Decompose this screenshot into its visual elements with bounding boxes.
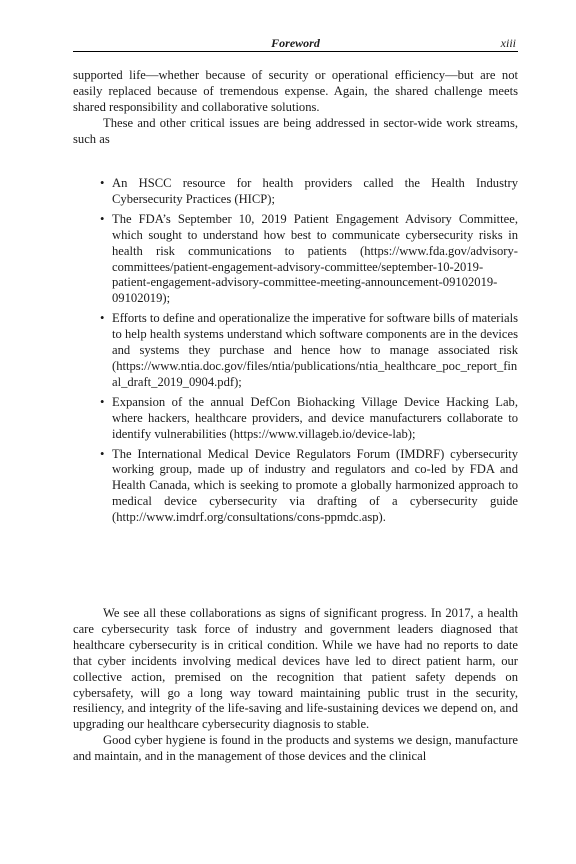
list-item: • Efforts to define and operationalize the imperative for software bills of materials to help health systems understand which software components are in the devices and systems they purchase and hence how to manage associated risk (https://www.ntia.doc.gov/files/ntia/publications/ntia_healthcare_poc_report_final_draft_2019_0904.pdf);	[100, 311, 518, 391]
work-streams-list	[100, 176, 518, 530]
list-item: • The International Medical Device Regulators Forum (IMDRF) cybersecurity working group, made up of industry and regulators and co-led by FDA and Health Canada, which is seeking to promote a globally harmonized approach to medical device cybersecurity via drafting of a cybersecurity guide (http://www.imdrf.org/consultations/cons-ppmdc.asp).	[100, 447, 518, 527]
intro-paragraph-2: These and other critical issues are being addressed in sector-wide work streams, such as	[73, 115, 518, 146]
closing-paragraph-2: Good cyber hygiene is found in the products and systems we design, manufacture and maintain, and in the management of those devices and the clinical	[73, 733, 518, 764]
header-title: Foreword	[271, 36, 320, 50]
intro-section	[73, 68, 518, 148]
list-item: • An HSCC resource for health providers called the Health Industry Cybersecurity Practices (HICP);	[100, 176, 518, 208]
closing-paragraph-1: We see all these collaborations as signs of significant progress. In 2017, a health care cybersecurity task force of industry and government leaders diagnosed that healthcare cybersecurity is in critical condition. While we have had no reports to date that cyber incidents involving medical devices have led to direct patient harm, our collective action, premised on the recognition that patient safety depends on cybersafety, will go a long way toward maintaining public trust in the security, resiliency, and integrity of the life-saving and life-sustaining devices we depend on, and upgrading our healthcare cybersecurity diagnosis to stable.	[73, 606, 518, 732]
running-header	[73, 36, 518, 52]
list-item: • Expansion of the annual DefCon Biohacking Village Device Hacking Lab, where hackers, healthcare providers, and device manufacturers collaborate to identify vulnerabilities (https://www.villageb.io/device-lab);	[100, 395, 518, 443]
page-number: xiii	[500, 36, 516, 50]
list-item: • The FDA’s September 10, 2019 Patient Engagement Advisory Committee, which sought to understand how best to communicate cybersecurity risks in health risk communications to patients (https://www.fda.gov/advisory-committees/patient-engagement-advisory-committee/september-10-2019-patient-engagement-advisory-committee-meeting-announcement-09102019-09102019);	[100, 212, 518, 307]
intro-paragraph-1: supported life—whether because of security or operational efficiency—but are not easily replaced because of tremendous expense. Again, the shared challenge meets shared responsibility and collaborative solutions.	[73, 68, 518, 114]
closing-section	[73, 606, 518, 765]
